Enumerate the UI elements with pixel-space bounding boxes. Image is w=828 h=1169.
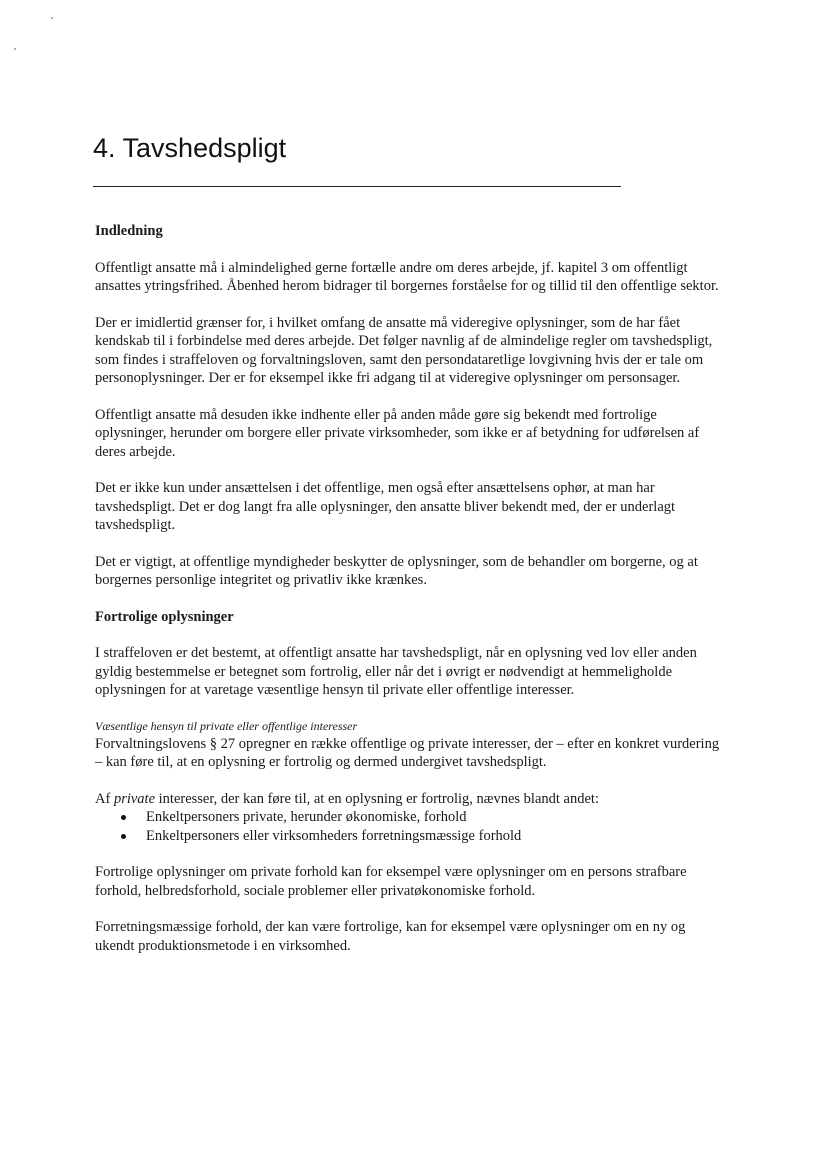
list-item [117, 808, 723, 827]
scan-speck [51, 17, 53, 19]
paragraph: Forretningsmæssige forhold, der kan være fortrolige, kan for eksempel være oplysninger om en ny og ukendt produktionsmetode i en virksomhed. [95, 919, 686, 954]
paragraph: I straffeloven er det bestemt, at offentligt ansatte har tavshedspligt, når en oplysning ved lov eller anden gyldig bestemmelse er betegnet som fortrolig, eller når det i øvrigt er nødvendigt at hemmeligholde oplysningen for at varetage væsentlige hensyn til private eller offentlige interesser. [95, 645, 697, 698]
paragraph: Forvaltningslovens § 27 opregner en række offentlige og private interesser, der – efter en konkret vurdering – kan føre til, at en oplysning er fortrolig og dermed undergivet tavshedspligt. [95, 735, 720, 770]
paragraph: Offentligt ansatte må i almindelighed gerne fortælle andre om deres arbejde, jf. kapitel 3 om offentligt ansattes ytringsfrihed. Åbenhed herom bidrager til borgernes forståelse for og tillid til den offentlige sektor. [95, 259, 719, 294]
list-intro-emphasis: private [113, 790, 156, 807]
chapter-title: 4. Tavshedspligt [93, 133, 287, 163]
list-item [117, 827, 723, 846]
paragraph: Det er vigtigt, at offentlige myndigheder beskytter de oplysninger, som de behandler om borgerne, og at borgernes personlige integritet og privatliv ikke krænkes. [95, 553, 698, 588]
bullet-list [95, 808, 723, 845]
paragraph: Fortrolige oplysninger om private forhold kan for eksempel være oplysninger om en persons strafbare forhold, helbredsforhold, sociale problemer eller privatøkonomiske forhold. [95, 864, 687, 899]
list-intro-prefix: Af [95, 790, 114, 807]
list-item-text: Enkeltpersoners private, herunder økonomiske, forhold [146, 809, 467, 825]
paragraph: Der er imidlertid grænser for, i hvilket omfang de ansatte må videregive oplysninger, som de har fået kendskab til i forbindelse med deres arbejde. Det følger navnlig af de almindelige regler om tavshedspligt, som findes i straffeloven og forvaltningsloven, samt den persondataretlige lovgivning hvis der er tale om personoplysninger. Der er for eksempel ikke fri adgang til at videregive oplysninger om personsager. [95, 314, 713, 386]
title-rule [93, 186, 621, 187]
bullet-icon [121, 815, 126, 820]
scan-speck [14, 48, 16, 50]
list-intro [95, 790, 723, 809]
paragraph: Det er ikke kun under ansættelsen i det offentlige, men også efter ansættelsens ophør, at man har tavshedspligt. Det er dog langt fra alle oplysninger, den ansatte bliver bekendt med, der er underlagt tavshedspligt. [95, 480, 676, 533]
bullet-icon [121, 834, 126, 839]
list-item-text: Enkeltpersoners eller virksomheders forretningsmæssige forhold [146, 827, 522, 844]
list-intro-suffix: interesser, der kan føre til, at en oplysning er fortrolig, nævnes blandt andet: [155, 790, 599, 807]
section-heading-indledning: Indledning [95, 223, 163, 239]
paragraph: Offentligt ansatte må desuden ikke indhente eller på anden måde gøre sig bekendt med fortrolige oplysninger, herunder om borgere eller private virksomheder, som ikke er af betydning for udførelsen af deres arbejde. [95, 406, 700, 460]
document-body [95, 222, 723, 955]
subheading: Væsentlige hensyn til private eller offentlige interesser [95, 718, 358, 733]
section-heading-fortrolige: Fortrolige oplysninger [95, 608, 234, 625]
